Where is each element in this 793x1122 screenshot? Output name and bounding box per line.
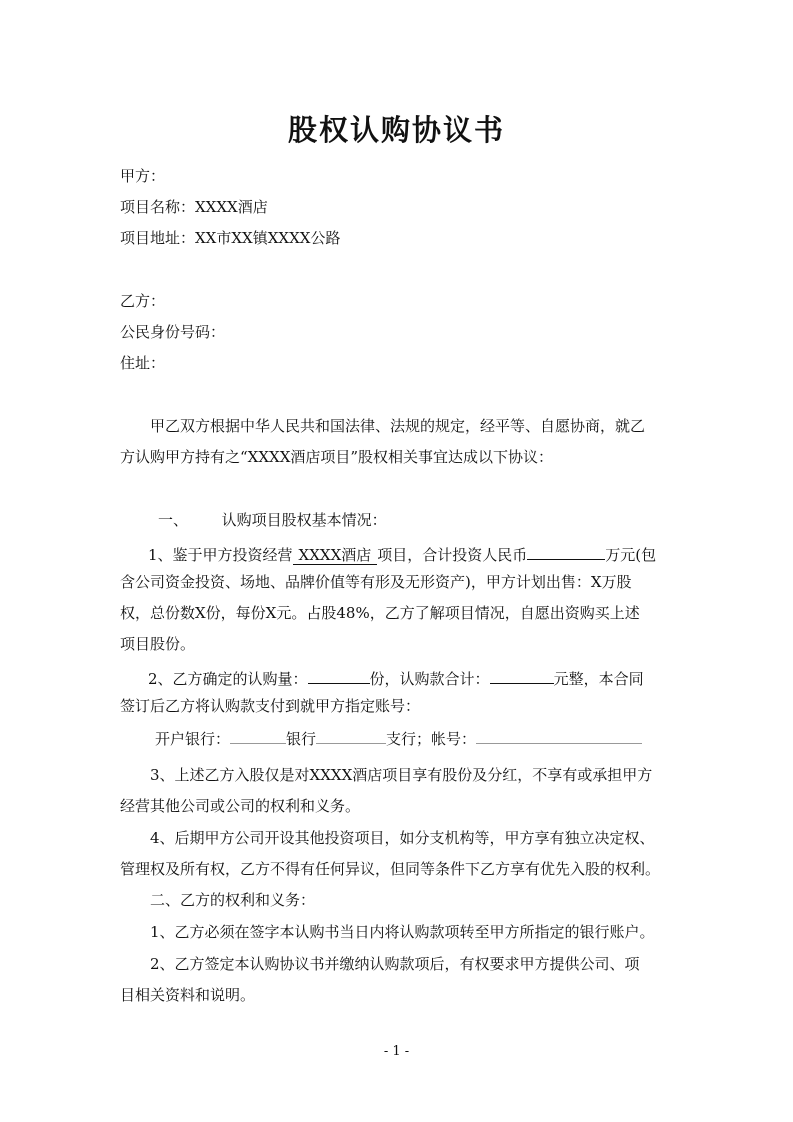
bank-name-blank bbox=[230, 727, 286, 744]
branch-account-label: 支行；帐号： bbox=[386, 730, 477, 748]
account-number-blank bbox=[476, 727, 642, 744]
item1-pre: 1、鉴于甲方投资经营 bbox=[148, 546, 293, 564]
subscription-total-blank bbox=[490, 665, 554, 684]
section1-heading bbox=[158, 510, 387, 530]
section2-heading: 二、乙方的权利和义务： bbox=[150, 891, 316, 909]
document-title: 股权认购协议书 bbox=[287, 113, 505, 147]
item2-post: 元整，本合同 bbox=[553, 670, 644, 688]
investment-amount-blank bbox=[527, 541, 605, 560]
id-number: 公民身份号码： bbox=[120, 323, 226, 341]
intro-line-1: 甲乙双方根据中华人民共和国法律、法规的规定，经平等、自愿协商，就乙 bbox=[150, 417, 646, 435]
section2-item2-line-1: 2、乙方签定本认购协议书并缴纳认购款项后，有权要求甲方提供公司、项 bbox=[150, 955, 640, 973]
item4-line-2: 管理权及所有权，乙方不得有任何异议，但同等条件下乙方享有优先入股的权利。 bbox=[120, 860, 661, 878]
item1-line-4: 项目股份。 bbox=[120, 635, 196, 653]
item3-line-1: 3、上述乙方入股仅是对XXXX酒店项目享有股份及分红，不享有或承担甲方 bbox=[150, 766, 653, 784]
subscription-quantity-blank bbox=[308, 665, 370, 684]
item1-line-3: 权，总份数X份，每份X元。占股48%，乙方了解项目情况，自愿出资购买上述 bbox=[120, 604, 640, 622]
page-number: - 1 - bbox=[383, 1044, 410, 1059]
party-b-label: 乙方： bbox=[120, 292, 166, 310]
section1-heading-number: 一、 bbox=[158, 511, 189, 529]
party-b-address: 住址： bbox=[120, 354, 166, 372]
item3-line-2: 经营其他公司或公司的权利和义务。 bbox=[120, 797, 361, 815]
bank-label: 银行 bbox=[286, 730, 317, 748]
project-address: 项目地址：XX市XX镇XXXX公路 bbox=[120, 229, 341, 247]
item2-line-2: 签订后乙方将认购款支付到就甲方指定账号： bbox=[120, 697, 421, 715]
section2-item2-line-2: 目相关资料和说明。 bbox=[120, 986, 256, 1004]
party-a-label: 甲方： bbox=[120, 167, 166, 185]
item1-mid: 项目，合计投资人民币 bbox=[377, 546, 528, 564]
item4-line-1: 4、后期甲方公司开设其他投资项目，如分支机构等，甲方享有独立决定权、 bbox=[150, 829, 655, 847]
item1-line-2: 含公司资金投资、场地、品牌价值等有形及无形资产)，甲方计划出售：X万股 bbox=[120, 573, 632, 591]
section2-item1: 1、乙方必须在签字本认购书当日内将认购款项转至甲方所指定的银行账户。 bbox=[150, 923, 655, 941]
branch-name-blank bbox=[316, 727, 386, 744]
item2-line-1 bbox=[148, 665, 644, 689]
item2-mid: 份，认购款合计： bbox=[369, 670, 490, 688]
item1-project-blank: XXXX酒店 bbox=[293, 546, 378, 565]
bank-info-line bbox=[155, 727, 642, 749]
section1-heading-text: 认购项目股权基本情况： bbox=[221, 511, 387, 529]
item1-post: 万元(包 bbox=[605, 546, 657, 564]
item2-pre: 2、乙方确定的认购量： bbox=[148, 670, 308, 688]
intro-line-2: 方认购甲方持有之“XXXX酒店项目”股权相关事宜达成以下协议： bbox=[120, 448, 554, 466]
bank-opening-label: 开户银行： bbox=[155, 730, 231, 748]
project-name: 项目名称：XXXX酒店 bbox=[120, 198, 268, 216]
item1-line-1 bbox=[148, 541, 656, 565]
